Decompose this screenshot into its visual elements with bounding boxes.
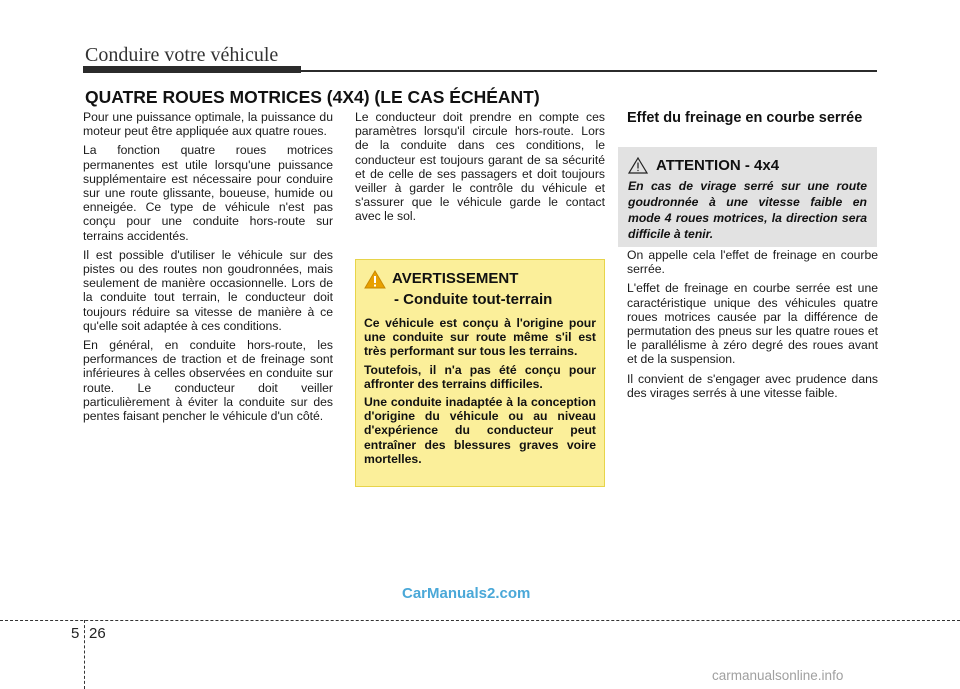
- warning-header: [364, 270, 596, 289]
- page-number: 26: [89, 625, 106, 642]
- warning-triangle-icon: [364, 270, 386, 289]
- attention-header: [628, 157, 867, 174]
- paragraph: En général, en conduite hors-route, les performances de traction et de freinage sont inférieures à celles observées en conduite sur route. Le conducteur doit veiller particulièrement à éviter la conduite sur des pentes faisant pencher le véhicule d'un côté.: [83, 338, 333, 424]
- column-2: [355, 110, 605, 229]
- attention-box: [618, 147, 877, 247]
- attention-text: En cas de virage serré sur une route goudronnée à une vitesse faible en mode 4 roues motrices, la direction sera difficile à tenir.: [628, 179, 867, 241]
- paragraph: Le conducteur doit prendre en compte ces paramètres lorsqu'il circule hors-route. Lors de la conduite dans ces conditions, le conducteur est toujours garant de sa sécurité et de celle de ses passagers et doit toujours veiller à garder le contrôle du véhicule et s'assurer que le véhicule garde le contact avec le sol.: [355, 110, 605, 224]
- paragraph: Pour une puissance optimale, la puissance du moteur peut être appliquée aux quatre roues.: [83, 110, 333, 139]
- subsection-heading: Effet du freinage en courbe serrée: [627, 110, 863, 126]
- column-1: [83, 110, 333, 428]
- warning-title: AVERTISSEMENT: [392, 270, 519, 287]
- attention-title: ATTENTION - 4x4: [656, 157, 780, 174]
- warning-paragraph: Toutefois, il n'a pas été conçu pour affronter des terrains difficiles.: [364, 362, 596, 391]
- warning-paragraph: Ce véhicule est conçu à l'origine pour une conduite sur route même s'il est très performant sur tous les terrains.: [364, 316, 596, 359]
- page-header-title: Conduire votre véhicule: [85, 44, 279, 66]
- paragraph: La fonction quatre roues motrices permanentes est utile lorsqu'une puissance supplémentaire est nécessaire pour conduire sur une route glissante, boueuse, humide ou enneigée. Ce type de véhicule n'est pas conçu pour une conduite hors-route sur terrains accidentés.: [83, 143, 333, 243]
- watermark-link[interactable]: CarManuals2.com: [402, 585, 531, 602]
- chapter-number: 5: [71, 625, 80, 642]
- warning-box: [355, 259, 605, 487]
- footer-rule: [0, 620, 960, 621]
- header-bar: [83, 66, 301, 73]
- warning-subtitle: - Conduite tout-terrain: [394, 291, 553, 308]
- warning-paragraph: Une conduite inadaptée à la conception d'origine du véhicule ou au niveau d'expérience du conducteur peut entraîner des blessures graves voire mortelles.: [364, 395, 596, 466]
- header-rule: [301, 70, 877, 72]
- footer-divider: [84, 620, 85, 689]
- paragraph: On appelle cela l'effet de freinage en courbe serrée.: [627, 248, 878, 277]
- footer-site-watermark: carmanualsonline.info: [712, 668, 844, 683]
- caution-triangle-icon: [628, 157, 648, 174]
- paragraph: Il convient de s'engager avec prudence dans des virages serrés à une vitesse faible.: [627, 371, 878, 400]
- section-title: QUATRE ROUES MOTRICES (4X4) (LE CAS ÉCHÉANT): [85, 87, 540, 107]
- paragraph: Il est possible d'utiliser le véhicule sur des pistes ou des routes non goudronnées, mais seulement de manière occasionnelle. Lors de la conduite tout terrain, le conducteur doit toujours réduire sa vitesse de manière à ce qu'elle soit adaptée à ces conditions.: [83, 247, 333, 333]
- paragraph: L'effet de freinage en courbe serrée est une caractéristique unique des véhicules quatre roues motrices causée par la différence de permutation des pneus sur les quatre roues et le parallélisme à zéro degré des roues avant et de la suspension.: [627, 281, 878, 367]
